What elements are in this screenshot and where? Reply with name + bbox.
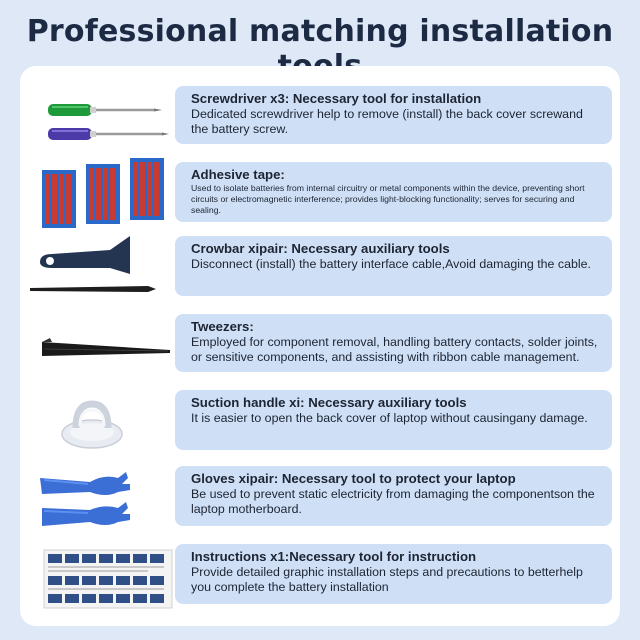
tool-heading: Gloves xipair: Necessary tool to protect your laptop [191, 471, 516, 486]
tool-card-instructions [175, 544, 612, 604]
tool-description: Employed for component removal, handling battery contacts, solder joints, or sensitive components, and assisting with ribbon cable management. [191, 335, 598, 364]
tool-description: Be used to prevent static electricity from damaging the componentson the laptop motherboard. [191, 487, 595, 516]
tool-card-screwdriver [175, 86, 612, 144]
tool-card-gloves [175, 466, 612, 526]
tool-card-adhesive-tape [175, 162, 612, 222]
tool-description: Disconnect (install) the battery interface cable,Avoid damaging the cable. [191, 257, 591, 271]
tool-description: It is easier to open the back cover of laptop without causingany damage. [191, 411, 588, 425]
tool-card-suction-handle [175, 390, 612, 450]
tool-description: Dedicated screwdriver help to remove (install) the back cover screwand the battery screw. [191, 107, 583, 136]
tool-heading: Crowbar xipair: Necessary auxiliary tools [191, 241, 450, 256]
tool-card-tweezers [175, 314, 612, 372]
tool-heading: Instructions x1:Necessary tool for instruction [191, 549, 477, 564]
tools-panel [20, 66, 620, 626]
crowbar-icon [30, 234, 180, 304]
page-title: Professional matching installation [26, 14, 614, 49]
tool-card-crowbar [175, 236, 612, 296]
adhesive-tape-icon [30, 158, 180, 228]
gloves-icon [30, 468, 180, 538]
tool-heading: Tweezers: [191, 319, 254, 334]
tool-heading: Suction handle xi: Necessary auxiliary tools [191, 395, 467, 410]
instructions-icon [30, 546, 180, 616]
tool-heading: Screwdriver x3: Necessary tool for installation [191, 91, 482, 106]
tweezers-icon [30, 320, 180, 390]
tool-heading: Adhesive tape: [191, 167, 285, 182]
screwdriver-icon [30, 92, 180, 162]
tool-description: Provide detailed graphic installation steps and precautions to betterhelp you complete the battery installation [191, 565, 583, 594]
tool-description: Used to isolate batteries from internal circuitry or metal components within the device, preventing short circuits or electromagnetic interference; provides light-blocking functionality; serves for securing and sealing. [191, 183, 585, 215]
suction-handle-icon [30, 390, 180, 460]
